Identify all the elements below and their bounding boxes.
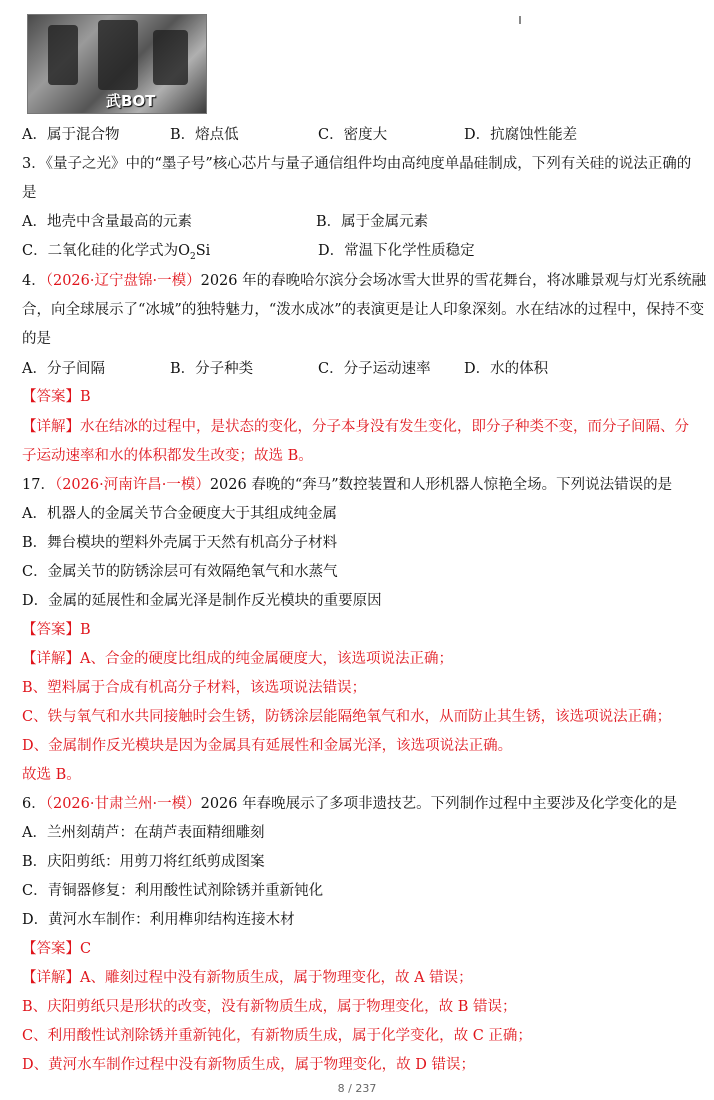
- q17-option-d: D．金属的延展性和金属光泽是制作反光模块的重要原因: [22, 593, 382, 609]
- scan-mark: [519, 16, 521, 24]
- q17-detail-conclusion: 故选 B。: [22, 767, 81, 783]
- q3-option-c-suffix: Si: [195, 243, 211, 259]
- q4-stem-line3: 的是: [22, 331, 51, 347]
- q4-detail-line1: 【详解】水在结冰的过程中，是状态的变化，分子本身没有发生变化，即分子种类不变，而分子间隔、分: [22, 419, 689, 435]
- q2-option-d: D．抗腐蚀性能差: [464, 127, 578, 143]
- q3-stem-line2: 是: [22, 185, 37, 201]
- q4-stem-line2: 合，向全球展示了“冰城”的独特魅力，“泼水成冰”的表演更是让人印象深刻。水在结冰的过程中，保持不变: [22, 302, 705, 318]
- q17-option-c: C．金属关节的防锈涂层可有效隔绝氧气和水蒸气: [22, 564, 338, 580]
- q17-answer: 【答案】B: [22, 622, 91, 638]
- q6-number: 6．: [22, 796, 46, 812]
- q4-answer: 【答案】B: [22, 389, 91, 405]
- image-watermark: 武BOT: [106, 92, 156, 110]
- q4-option-c: C．分子运动速率: [318, 361, 431, 377]
- q17-detail-c: C、铁与氧气和水共同接触时会生锈，防锈涂层能隔绝氧气和水，从而防止其生锈，该选项说法正确；: [22, 709, 672, 725]
- q3-option-b: B．属于金属元素: [316, 214, 429, 230]
- q6-stem: [22, 795, 712, 813]
- q17-source: （2026·河南许昌·一模）: [54, 477, 210, 493]
- q6-option-c: C．青铜器修复：利用酸性试剂除锈并重新钝化: [22, 883, 324, 899]
- q4-option-a: A．分子间隔: [22, 361, 105, 377]
- q3-option-c-sub: 2: [189, 251, 196, 262]
- q4-source: （2026·辽宁盘锦·一模）: [45, 273, 201, 289]
- q6-detail-a: 【详解】A、雕刻过程中没有新物质生成，属于物理变化，故 A 错误；: [22, 970, 473, 986]
- q4-option-b: B．分子种类: [170, 361, 254, 377]
- q6-detail-c: C、利用酸性试剂除锈并重新钝化，有新物质生成，属于化学变化，故 C 正确；: [22, 1028, 532, 1044]
- q2-option-c: C．密度大: [318, 127, 388, 143]
- question-image: [27, 14, 207, 114]
- q4-option-d: D．水的体积: [464, 361, 549, 377]
- q6-answer: 【答案】C: [22, 941, 92, 957]
- q3-option-d: D．常温下化学性质稳定: [318, 243, 475, 259]
- q17-stem-text: 2026 春晚的“奔马”数控装置和人形机器人惊艳全场。下列说法错误的是: [209, 477, 673, 493]
- q4-stem-line1: [22, 272, 712, 290]
- q6-detail-d: D、黄河水车制作过程中没有新物质生成，属于物理变化，故 D 错误；: [22, 1057, 475, 1073]
- q6-source: （2026·甘肃兰州·一模）: [45, 796, 201, 812]
- q3-stem-line1: 3．《量子之光》中的“墨子号”核心芯片与量子通信组件均由高纯度单晶硅制成，下列有关硅的说法正确的: [22, 156, 692, 172]
- q17-detail-d: D、金属制作反光模块是因为金属具有延展性和金属光泽，该选项说法正确。: [22, 738, 513, 754]
- q3-option-c: [22, 242, 210, 266]
- q17-number: 17．: [22, 477, 55, 493]
- q6-option-b: B．庆阳剪纸：用剪刀将红纸剪成图案: [22, 854, 265, 870]
- q2-option-a: A．属于混合物: [22, 127, 120, 143]
- q17-detail-b: B、塑料属于合成有机高分子材料，该选项说法错误；: [22, 680, 367, 696]
- q6-option-a: A．兰州刻葫芦：在葫芦表面精细雕刻: [22, 825, 265, 841]
- q17-option-a: A．机器人的金属关节合金硬度大于其组成纯金属: [22, 506, 337, 522]
- page-number: 8 / 237: [337, 1082, 377, 1095]
- q3-option-a: A．地壳中含量最高的元素: [22, 214, 192, 230]
- q17-stem: [22, 476, 712, 494]
- q2-option-b: B．熔点低: [170, 127, 239, 143]
- q4-stem-text: 2026 年的春晚哈尔滨分会场冰雪大世界的雪花舞台，将冰雕景观与灯光系统融: [200, 273, 707, 289]
- q6-stem-text: 2026 年春晚展示了多项非遗技艺。下列制作过程中主要涉及化学变化的是: [200, 796, 678, 812]
- q17-detail-a: 【详解】A、合金的硬度比组成的纯金属硬度大，该选项说法正确；: [22, 651, 453, 667]
- q17-option-b: B．舞台模块的塑料外壳属于天然有机高分子材料: [22, 535, 338, 551]
- q3-option-c-prefix: C．二氧化硅的化学式为O: [22, 243, 190, 259]
- q4-detail-line2: 子运动速率和水的体积都发生改变；故选 B。: [22, 448, 313, 464]
- q6-option-d: D．黄河水车制作：利用榫卯结构连接木材: [22, 912, 295, 928]
- q6-detail-b: B、庆阳剪纸只是形状的改变，没有新物质生成，属于物理变化，故 B 错误；: [22, 999, 517, 1015]
- q4-number: 4．: [22, 273, 46, 289]
